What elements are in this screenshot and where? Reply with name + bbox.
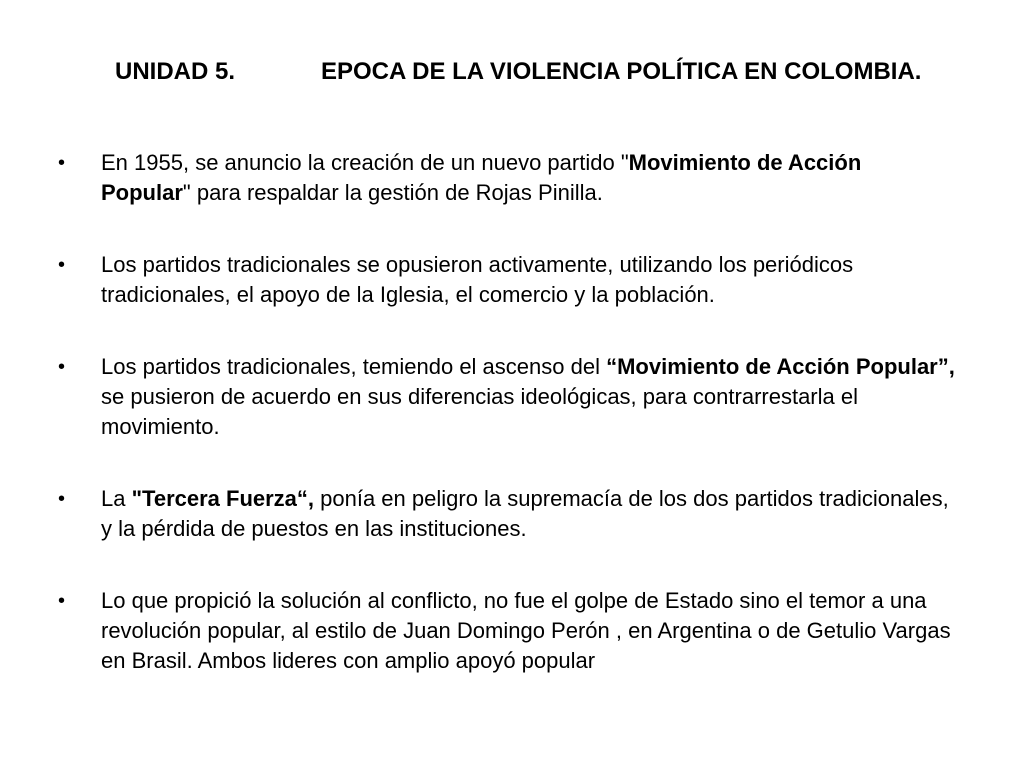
bullet-item-2 bbox=[56, 250, 956, 310]
bullet-text: Lo que propició la solución al conflicto, no fue el golpe de Estado sino el temor a una revolución popular, al estilo de Juan Domingo Perón , en Argentina o de Getulio Vargas en Brasil. Ambos lideres con amplio apoyó popular bbox=[101, 588, 951, 673]
bullet-item-5 bbox=[56, 586, 956, 676]
bullet-list bbox=[56, 148, 956, 718]
bullet-text: La bbox=[101, 486, 132, 511]
bullet-icon: • bbox=[58, 356, 66, 378]
bullet-text: " para respaldar la gestión de Rojas Pinilla. bbox=[182, 180, 603, 205]
bullet-text: Los partidos tradicionales, temiendo el ascenso del bbox=[101, 354, 607, 379]
bullet-bold-text: "Tercera Fuerza“, bbox=[131, 486, 315, 511]
title-heading: EPOCA DE LA VIOLENCIA POLÍTICA EN COLOMBIA. bbox=[321, 58, 922, 85]
bullet-text: En 1955, se anuncio la creación de un nuevo partido " bbox=[101, 150, 629, 175]
bullet-bold-text: “Movimiento de Acción Popular”, bbox=[606, 354, 955, 379]
bullet-text: ponía en peligro la supremacía de los dos partidos tradicionales, y la pérdida de puestos en las instituciones. bbox=[101, 486, 949, 541]
bullet-item-4 bbox=[56, 484, 956, 544]
bullet-bold-text: Movimiento de Acción Popular bbox=[101, 150, 862, 205]
title-unit: UNIDAD 5. bbox=[115, 58, 236, 85]
bullet-text: Los partidos tradicionales se opusieron activamente, utilizando los periódicos tradicionales, el apoyo de la Iglesia, el comercio y la población. bbox=[101, 252, 854, 307]
bullet-icon: • bbox=[58, 254, 66, 276]
bullet-icon: • bbox=[58, 590, 66, 612]
bullet-icon: • bbox=[58, 152, 66, 174]
bullet-icon: • bbox=[58, 488, 66, 510]
bullet-text: se pusieron de acuerdo en sus diferencias ideológicas, para contrarrestarla el movimiento. bbox=[101, 384, 858, 439]
bullet-item-1 bbox=[56, 148, 956, 208]
bullet-item-3 bbox=[56, 352, 956, 442]
slide-title bbox=[115, 54, 995, 90]
